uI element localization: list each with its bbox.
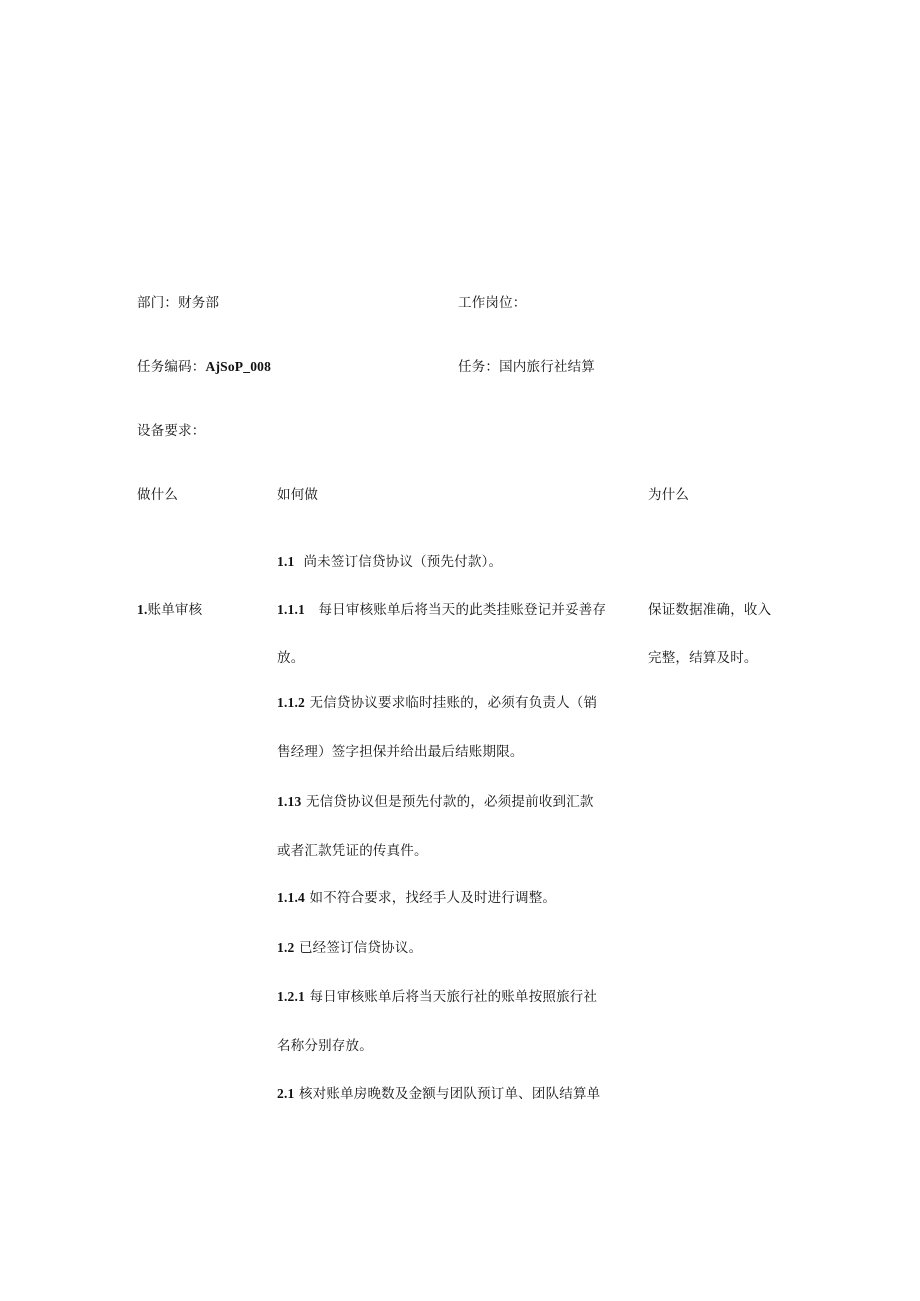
equipment-field: 设备要求： [137, 423, 206, 439]
step-1-1-1-line2: 放。 [277, 650, 305, 666]
column-header-how: 如何做 [277, 487, 319, 503]
step-text: 每日审核账单后将当天旅行社的账单按照旅行社 [309, 989, 598, 1005]
step-number: 2.1 [277, 1086, 295, 1101]
step-number: 1.1.4 [277, 890, 305, 905]
task-field: 任务：国内旅行社结算 [458, 359, 595, 375]
task-item-label: 账单审核 [147, 602, 203, 618]
column-header-why: 为什么 [648, 487, 690, 503]
step-number: 1.1.1 [277, 602, 305, 617]
task-item-number: 1. [137, 602, 148, 617]
step-1-2-1-line2: 名称分别存放。 [277, 1038, 373, 1054]
step-text: 如不符合要求，找经手人及时进行调整。 [309, 890, 557, 906]
step-1-13-line1 [277, 794, 594, 810]
step-1-1-4 [277, 890, 556, 906]
step-1-1 [277, 554, 502, 570]
step-1-1-2-line2: 售经理）签字担保并给出最后结账期限。 [277, 744, 524, 760]
why-line2: 完整，结算及时。 [648, 650, 758, 666]
task-code-field [137, 359, 271, 375]
step-text: 尚未签订信贷协议（预先付款）。 [303, 554, 503, 570]
step-1-2 [277, 940, 422, 956]
step-number: 1.2 [277, 940, 295, 955]
position-field: 工作岗位： [458, 295, 527, 311]
why-line1: 保证数据准确，收入 [648, 602, 772, 618]
task-code-value: AjSoP_008 [205, 359, 272, 374]
step-number: 1.13 [277, 794, 302, 809]
column-header-what: 做什么 [137, 487, 179, 503]
step-number: 1.1 [277, 554, 295, 569]
task-code-label: 任务编码： [137, 359, 206, 375]
step-2-1 [277, 1086, 600, 1102]
step-1-1-1-line1 [277, 602, 606, 618]
step-text: 已经签订信贷协议。 [298, 940, 423, 956]
step-text: 每日审核账单后将当天的此类挂账登记并妥善存 [318, 602, 607, 618]
step-number: 1.2.1 [277, 989, 305, 1004]
step-text: 核对账单房晚数及金额与团队预订单、团队结算单 [298, 1086, 601, 1102]
step-number: 1.1.2 [277, 695, 305, 710]
step-1-2-1-line1 [277, 989, 597, 1005]
department-field: 部门：财务部 [137, 295, 220, 311]
step-1-13-line2: 或者汇款凭证的传真件。 [277, 843, 428, 859]
step-text: 无信贷协议要求临时挂账的，必须有负责人（销 [309, 695, 598, 711]
step-1-1-2-line1 [277, 695, 597, 711]
task-item-1 [137, 602, 202, 618]
step-text: 无信贷协议但是预先付款的，必须提前收到汇款 [305, 794, 594, 810]
